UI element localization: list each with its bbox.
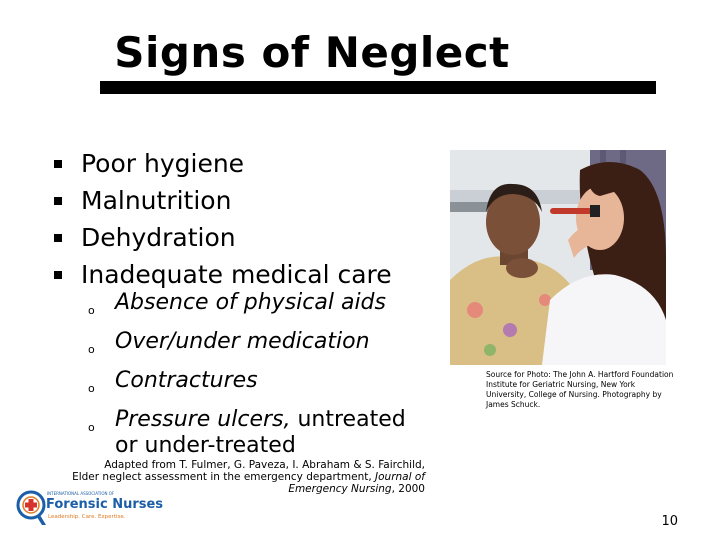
sub-bullet-label: Over/under medication	[115, 329, 370, 354]
sub-bullet-item	[88, 368, 428, 402]
square-bullet-icon	[54, 160, 62, 168]
square-bullet-icon	[54, 197, 62, 205]
photo-credit: Source for Photo: The John A. Hartford Foundation Institute for Geriatric Nursing, New York University, College of Nursing. Photography by James Schuck.	[486, 370, 674, 409]
sub-bullet-label: Absence of physical aids	[115, 290, 386, 315]
slide-title: Signs of Neglect	[114, 28, 510, 77]
iafn-logo	[16, 487, 164, 527]
nurse-patient-photo	[450, 150, 666, 365]
sub-bullet-item	[88, 407, 428, 459]
citation-line-2: Elder neglect assessment in the emergency department,	[72, 471, 372, 483]
bullet-item	[54, 182, 444, 219]
forensic-nurses-emblem-icon	[16, 487, 46, 527]
bullet-label: Dehydration	[81, 223, 236, 252]
sub-bullet-item	[88, 329, 428, 363]
bullet-list	[54, 145, 444, 293]
sub-bullet-label-continued: untreated or under-treated	[115, 407, 406, 458]
bullet-label: Poor hygiene	[81, 149, 245, 178]
sub-bullet-item	[88, 290, 428, 324]
circle-bullet-icon: o	[88, 421, 95, 434]
citation-journal: Journal of Emergency Nursing	[288, 471, 425, 495]
circle-bullet-icon: o	[88, 343, 95, 356]
logo-name: Forensic Nurses	[46, 497, 164, 512]
title-underline	[100, 81, 656, 94]
square-bullet-icon	[54, 234, 62, 242]
page-number: 10	[661, 514, 678, 529]
bullet-label: Inadequate medical care	[81, 260, 392, 289]
sub-bullet-label: Contractures	[115, 368, 258, 393]
bullet-item	[54, 256, 444, 293]
square-bullet-icon	[54, 271, 62, 279]
citation-line-1: Adapted from T. Fulmer, G. Paveza, I. Abraham & S. Fairchild,	[104, 459, 425, 471]
sub-bullet-list	[88, 290, 428, 464]
logo-tagline: Leadership. Care. Expertise.	[48, 514, 126, 520]
circle-bullet-icon: o	[88, 382, 95, 395]
sub-bullet-label: Pressure ulcers,	[115, 407, 291, 432]
citation-year: , 2000	[391, 483, 425, 495]
bullet-label: Malnutrition	[81, 186, 232, 215]
logo-org-line: INTERNATIONAL ASSOCIATION OF	[47, 491, 115, 496]
bullet-item	[54, 145, 444, 182]
bullet-item	[54, 219, 444, 256]
circle-bullet-icon: o	[88, 304, 95, 317]
